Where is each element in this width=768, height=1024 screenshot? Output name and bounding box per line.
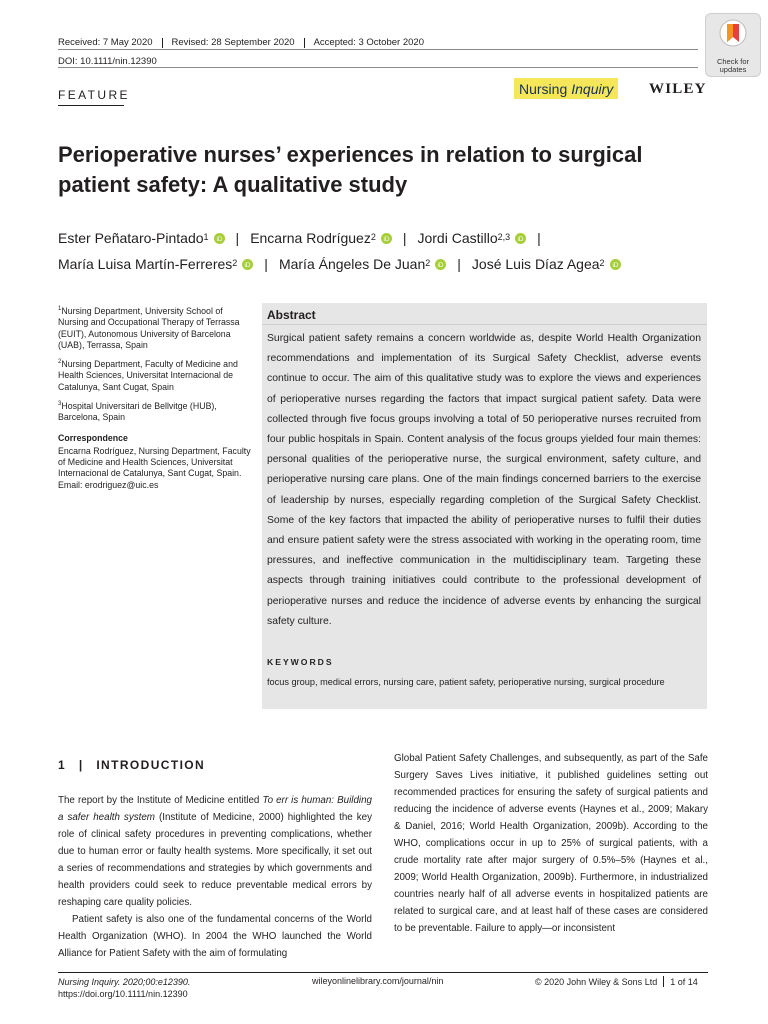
svg-text:iD: iD xyxy=(216,235,223,243)
author-list xyxy=(58,225,718,277)
copyright: © 2020 John Wiley & Sons Ltd xyxy=(535,976,658,987)
author[interactable] xyxy=(472,251,621,277)
svg-text:iD: iD xyxy=(612,261,619,269)
affiliation-text: Nursing Department, University School of Nursing and Occupational Therapy of Terrassa (EUIT), Autonomous University of Barcelona (UAB), Terrassa, Spain xyxy=(58,305,240,350)
orcid-icon[interactable] xyxy=(610,259,621,270)
author-name: José Luis Díaz Agea xyxy=(471,256,600,272)
divider xyxy=(663,976,664,987)
section-title: INTRODUCTION xyxy=(96,758,206,772)
revised-date: Revised: 28 September 2020 xyxy=(171,37,295,48)
section-number: 1 xyxy=(58,758,67,772)
abstract-divider xyxy=(262,324,707,325)
affiliation-number: 3 xyxy=(58,400,62,407)
author-name: María Luisa Martín-Ferreres xyxy=(58,256,233,272)
keywords-list: focus group, medical errors, nursing care, patient safety, perioperative nursing, surgical procedure xyxy=(267,677,665,687)
footer-rule xyxy=(58,972,708,973)
affiliation xyxy=(58,304,254,351)
page-number: 1 of 14 xyxy=(670,976,698,987)
orcid-icon[interactable] xyxy=(214,233,225,244)
citation: Nursing Inquiry. 2020;00:e12390. xyxy=(58,977,191,987)
author[interactable] xyxy=(58,251,253,277)
svg-text:iD: iD xyxy=(244,261,251,269)
affiliation-text: Hospital Universitari de Bellvitge (HUB), Barcelona, Spain xyxy=(58,400,217,423)
orcid-icon[interactable] xyxy=(435,259,446,270)
author-separator: | xyxy=(457,256,461,272)
divider xyxy=(304,38,305,48)
footer-right xyxy=(535,976,698,987)
author-affiliation: 2 xyxy=(599,258,605,268)
publisher-logo[interactable]: WILEY xyxy=(649,81,707,97)
check-for-updates-button[interactable] xyxy=(705,13,761,77)
header-rule xyxy=(58,67,698,68)
svg-text:iD: iD xyxy=(437,261,444,269)
doi[interactable]: DOI: 10.1111/nin.12390 xyxy=(58,56,157,67)
orcid-icon[interactable] xyxy=(242,259,253,270)
author-name: Jordi Castillo xyxy=(417,230,498,246)
article-type: FEATURE xyxy=(58,88,130,102)
journal-website-link[interactable]: wileyonlinelibrary.com/journal/nin xyxy=(312,976,444,986)
author-separator: | xyxy=(402,230,407,246)
journal-name-part1: Nursing xyxy=(519,80,568,97)
body-column-left xyxy=(58,792,372,962)
affiliation-number: 1 xyxy=(58,306,62,312)
section-heading: 1 | INTRODUCTION xyxy=(58,758,206,772)
affiliation xyxy=(58,357,254,393)
affiliation xyxy=(58,399,254,424)
header-rule xyxy=(58,49,698,50)
author-separator: | xyxy=(264,256,268,272)
journal-name-part2: Inquiry xyxy=(571,80,614,97)
article-type-underline xyxy=(58,105,124,106)
received-date: Received: 7 May 2020 xyxy=(58,37,153,48)
orcid-icon[interactable] xyxy=(381,233,392,244)
article-dates xyxy=(58,37,424,48)
author[interactable] xyxy=(279,251,446,277)
correspondence-heading: Correspondence xyxy=(58,433,128,444)
svg-text:iD: iD xyxy=(383,235,390,243)
journal-logo[interactable] xyxy=(514,78,618,99)
author-separator: | xyxy=(537,230,541,246)
check-for-updates-icon xyxy=(718,18,748,52)
divider xyxy=(162,38,163,48)
author-affiliation: 2 xyxy=(232,258,238,268)
correspondence-email[interactable]: Email: erodriguez@uic.es xyxy=(58,479,159,490)
author[interactable] xyxy=(250,225,392,251)
orcid-icon[interactable] xyxy=(515,233,526,244)
author-affiliation: 2 xyxy=(425,258,431,268)
check-for-updates-line1: Check for xyxy=(716,57,750,66)
affiliation-text: Nursing Department, Faculty of Medicine and Health Sciences, Universitat Internacional de Catalunya, Sant Cugat, Spain xyxy=(58,359,238,392)
author-affiliation: 2 xyxy=(370,232,376,242)
report-title: To err is human: Building a safer health system xyxy=(58,795,372,824)
svg-text:iD: iD xyxy=(517,235,524,243)
doi-link[interactable]: https://doi.org/10.1111/nin.12390 xyxy=(58,989,188,999)
abstract-text: Surgical patient safety remains a concern worldwide as, despite World Health Organization recommendations and implementation of its Surgical Safety Checklist, adverse events continue to occur. The aim of this qualitative study was to explore the views and experiences of perioperative nurses regarding the factors that impact surgical patient safety. Data were collected through five focus groups involving a total of 50 perioperative nurses recruited from four public hospitals in Spain. Content analysis of the focus groups yielded four main themes: personal qualities of the perioperative nurse, the surgical environment, safety culture, and perioperative nursing care plans. One of the main findings concerned barriers to the exercise of leadership by nurses, especially regarding completion of the Surgical Safety Checklist. Some of the key factors that impacted the ability of perioperative nurses to fulfil their duties and ensure patient safety were the stress associated with working in the operating room, time pressures, and ineffective communication in the multidisciplinary team. Targeting these aspects through training initiatives could contribute to the professional development of perioperative nurses and reduce the incidence of adverse events by enhancing the surgical safety culture. xyxy=(267,333,701,627)
footer-citation xyxy=(58,976,190,1000)
author[interactable] xyxy=(58,225,225,251)
author[interactable] xyxy=(417,225,526,251)
accepted-date: Accepted: 3 October 2020 xyxy=(313,37,424,48)
author-affiliation: 2,3 xyxy=(497,232,511,242)
author-name: Ester Peñataro-Pintado xyxy=(58,230,204,246)
body-paragraph: Patient safety is also one of the fundamental concerns of the World Health Organization (WHO). In 2004 the WHO launched the World Alliance for Patient Safety with the aim of formulating xyxy=(58,914,372,960)
check-for-updates-line2: updates xyxy=(719,65,747,74)
body-text: (Institute of Medicine, 2000) highlighted the key role of clinical safety procedures in preventing complications, whether due to human error or faulty health systems. More specifically, it set out a series of recommendations and strategies by which governments and health providers could seek to reduce preventable medical errors by reshaping care quality policies. xyxy=(58,812,372,909)
article-title: Perioperative nurses’ experiences in relation to surgical patient safety: A qualitative study xyxy=(58,142,643,197)
correspondence-address: Encarna Rodríguez, Nursing Department, Faculty of Medicine and Health Sciences, Universitat Internacional de Catalunya, Sant Cugat, Spain. xyxy=(58,445,251,479)
body-text: The report by the Institute of Medicine entitled xyxy=(58,795,263,806)
affiliation-number: 2 xyxy=(58,359,62,366)
author-name: Encarna Rodríguez xyxy=(250,230,371,246)
body-column-right: Global Patient Safety Challenges, and subsequently, as part of the Safe Surgery Saves Lives initiative, it published guidelines setting out recommended practices for ensuring the safety of surgical patients and reducing the incidence of adverse events (Haynes et al., 2009; Makary & Daniel, 2016; World Health Organization, 2009b). According to the WHO, complications occur in up to 25% of surgical patients, with a crude mortality rate after major surgery of 0.5%–5% (Haynes et al., 2009; World Health Organization, 2009b). Furthermore, in industrialized countries nearly half of all adverse events in hospitalized patients are related to surgical care, and at least half of these cases are considered to be preventable. Failure to apply—or inconsistent xyxy=(394,753,708,935)
author-name: María Ángeles De Juan xyxy=(278,256,426,272)
keywords-heading: KEYWORDS xyxy=(267,657,334,667)
body-paragraph xyxy=(58,792,372,911)
affiliations xyxy=(58,304,254,491)
author-affiliation: 1 xyxy=(203,232,209,242)
abstract-heading: Abstract xyxy=(267,308,316,322)
author-separator: | xyxy=(235,230,240,246)
